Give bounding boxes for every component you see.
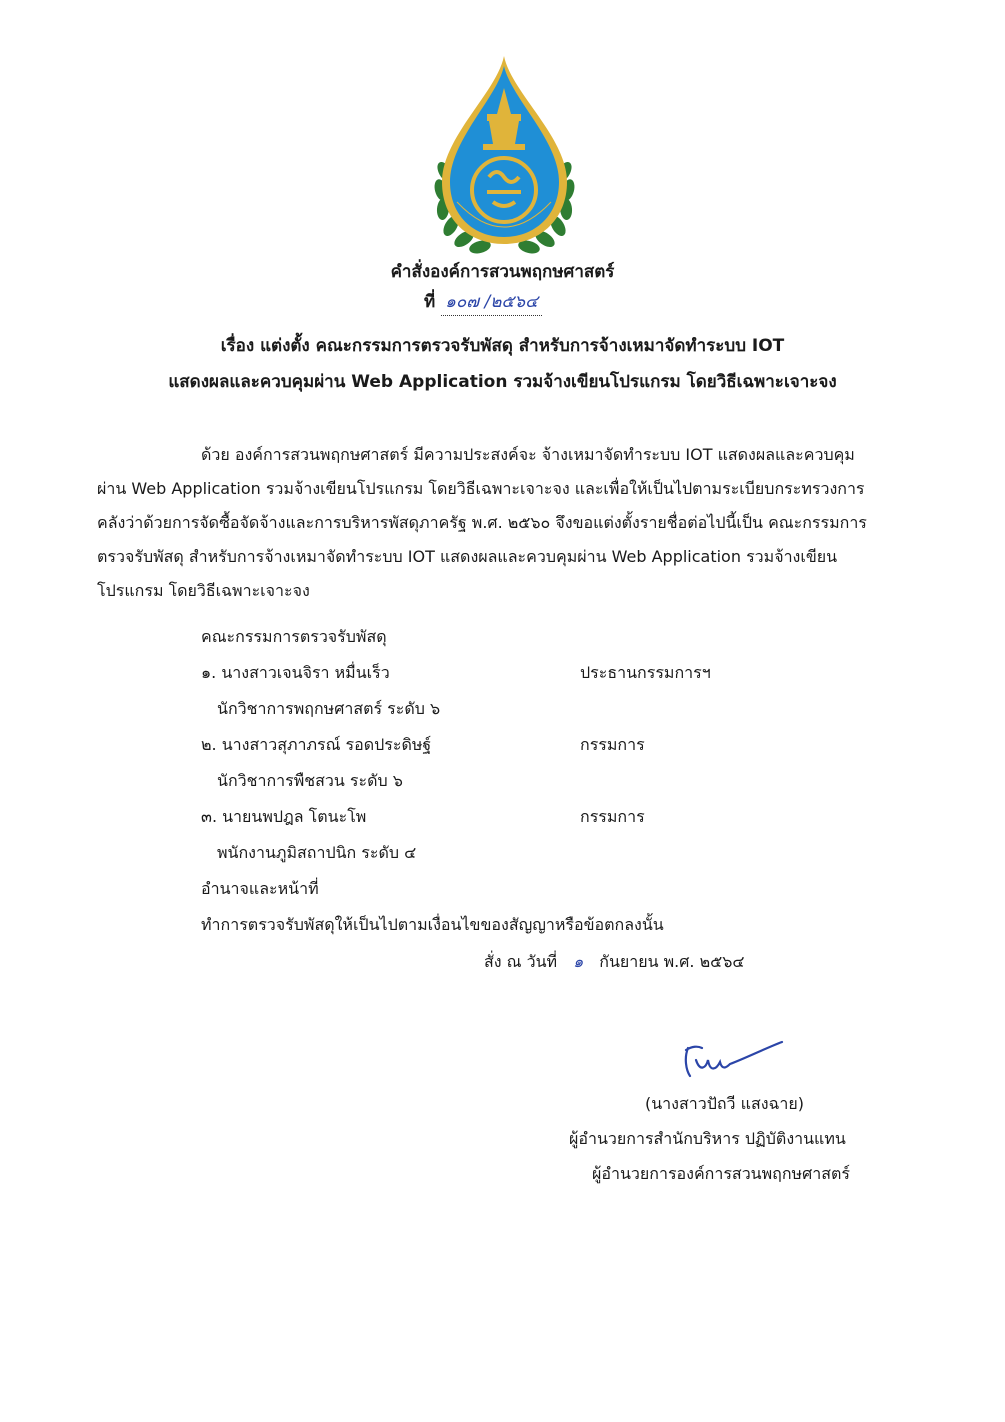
signatory-position-2: ผู้อำนวยการองค์การสวนพฤกษศาสตร์ — [592, 1164, 850, 1183]
date-prefix: สั่ง ณ วันที่ — [484, 952, 558, 971]
body-line: โปรแกรม โดยวิธีเฉพาะเจาะจง — [97, 581, 310, 600]
subject-line-1: เรื่อง แต่งตั้ง คณะกรรมการตรวจรับพัสดุ สำหรับการจ้างเหมาจัดทำระบบ IOT — [220, 336, 785, 356]
date-day: ๑ — [573, 952, 584, 971]
order-date — [484, 950, 745, 975]
order-number — [424, 288, 542, 316]
date-suffix: กันยายน พ.ศ. ๒๕๖๔ — [599, 952, 745, 971]
order-number-prefix: ที่ — [424, 292, 436, 312]
committee-heading: คณะกรรมการตรวจรับพัสดุ — [201, 627, 387, 646]
member-role: กรรมการ — [580, 807, 645, 826]
member-title: พนักงานภูมิสถาปนิก ระดับ ๔ — [217, 843, 417, 862]
subject-line-2: แสดงผลและควบคุมผ่าน Web Application รวมจ้างเขียนโปรแกรม โดยวิธีเฉพาะเจาะจง — [168, 372, 837, 392]
order-number-value: ๑๐๗ /๒๕๖๔ — [441, 288, 542, 316]
duty-text: ทำการตรวจรับพัสดุให้เป็นไปตามเงื่อนไขของสัญญาหรือข้อตกลงนั้น — [201, 915, 664, 934]
member-name: ๓. นายนพปฎล โตนะโพ — [201, 807, 367, 826]
body-line: ตรวจรับพัสดุ สำหรับการจ้างเหมาจัดทำระบบ IOT แสดงผลและควบคุมผ่าน Web Application รวมจ้างเขียน — [97, 547, 838, 566]
signatory-position-1: ผู้อำนวยการสำนักบริหาร ปฏิบัติงานแทน — [569, 1129, 846, 1148]
signatory-name: (นางสาวปัถวี แสงฉาย) — [645, 1094, 805, 1113]
body-line: คลังว่าด้วยการจัดซื้อจัดจ้างและการบริหารพัสดุภาครัฐ พ.ศ. ๒๕๖๐ จึงขอแต่งตั้งรายชื่อต่อไปนี้เป็น คณะกรรมการ — [97, 513, 867, 532]
body-line: ด้วย องค์การสวนพฤกษศาสตร์ มีความประสงค์จะ จ้างเหมาจัดทำระบบ IOT แสดงผลและควบคุม — [201, 445, 855, 464]
organization-emblem — [427, 52, 582, 257]
member-role: ประธานกรรมการฯ — [580, 663, 711, 682]
body-paragraph — [97, 438, 909, 608]
order-title: คำสั่งองค์การสวนพฤกษศาสตร์ — [390, 262, 615, 282]
member-title: นักวิชาการพฤกษศาสตร์ ระดับ ๖ — [217, 699, 441, 718]
body-line: ผ่าน Web Application รวมจ้างเขียนโปรแกรม โดยวิธีเฉพาะเจาะจง และเพื่อให้เป็นไปตามระเบียบกระทรวงการ — [97, 479, 865, 498]
duty-heading: อำนาจและหน้าที่ — [201, 879, 319, 898]
member-role: กรรมการ — [580, 735, 645, 754]
handwritten-signature — [676, 1038, 786, 1086]
member-name: ๑. นางสาวเจนจิรา หมื่นเร็ว — [201, 663, 390, 682]
member-name: ๒. นางสาวสุภาภรณ์ รอดประดิษฐ์ — [201, 735, 432, 754]
member-title: นักวิชาการพืชสวน ระดับ ๖ — [217, 771, 403, 790]
